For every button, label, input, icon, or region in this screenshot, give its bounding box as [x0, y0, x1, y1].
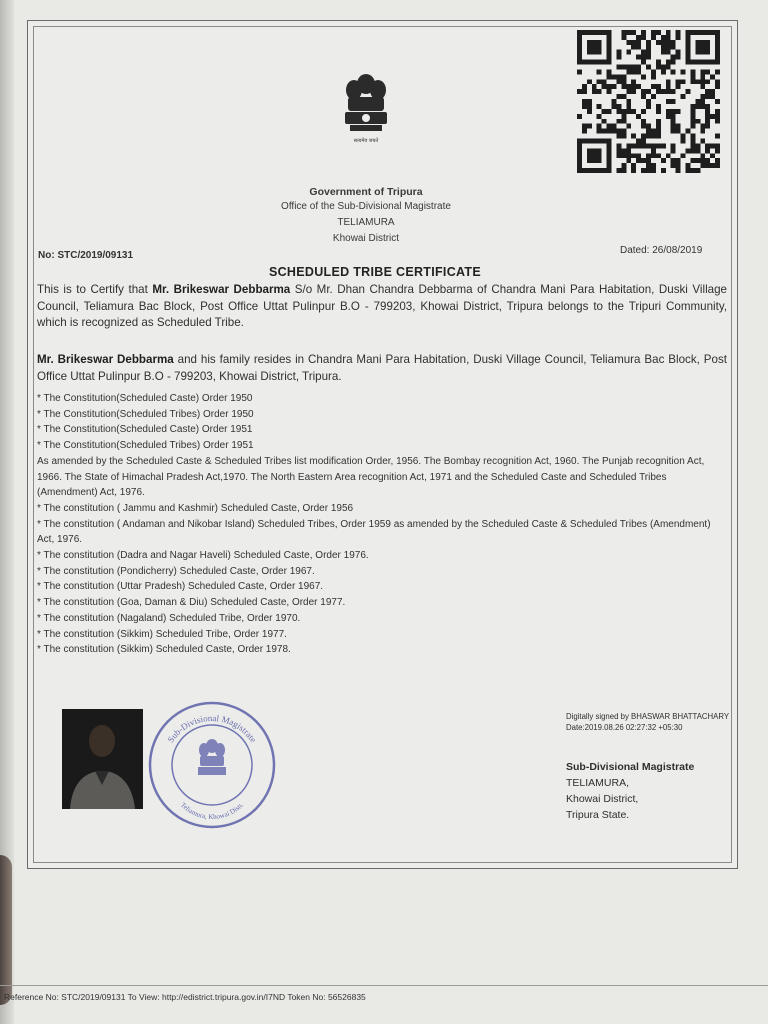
svg-text:Teliamura, Khowai Distt.: [179, 801, 245, 821]
signatory-block: [566, 759, 694, 823]
order-item: * The constitution ( Jammu and Kashmir) Scheduled Caste, Order 1956: [37, 502, 354, 514]
holder-name-2: Mr. Brikeswar Debbarma: [37, 353, 174, 366]
footer-divider: [0, 985, 768, 986]
order-item: * The Constitution(Scheduled Caste) Order 1951: [37, 424, 253, 436]
order-item: * The Constitution(Scheduled Tribes) Order 1950: [37, 408, 254, 420]
signatory-line1: TELIAMURA,: [566, 777, 630, 789]
official-seal-stamp: [143, 698, 280, 832]
seal-bottom-text: Teliamura, Khowai Distt.: [178, 800, 246, 822]
certificate-date: Dated: 26/08/2019: [620, 245, 703, 256]
digital-signature-block: [566, 711, 729, 733]
order-item: * The Constitution(Scheduled Caste) Order 1950: [37, 393, 253, 404]
certificate-title: SCHEDULED TRIBE CERTIFICATE: [268, 265, 482, 279]
digital-signature-date: Date:2019.08.26 02:27:32 +05:30: [566, 723, 683, 732]
certification-paragraph: [37, 282, 727, 332]
government-heading: Government of Tripura: [309, 186, 423, 198]
qr-code: [577, 30, 720, 173]
reference-footer: Reference No: STC/2019/09131 To View: http://edistrict.tripura.gov.in/I7ND Token No: 56526835: [4, 992, 366, 1002]
holder-name: Mr. Brikeswar Debbarma: [152, 283, 291, 296]
order-item: * The constitution ( Andaman and Nikobar Island) Scheduled Tribes, Order 1959 as amended by the Scheduled Caste & Scheduled Tribes (Amendment) Act, 1976.: [37, 518, 711, 546]
holder-photo: [62, 709, 143, 809]
finger-shadow: [0, 855, 12, 1005]
signatory-line2: Khowai District,: [566, 793, 639, 805]
seal-top-text: Sub-Divisional Magistrate: [165, 712, 259, 745]
order-item: * The constitution (Uttar Pradesh) Scheduled Caste, Order 1967.: [37, 581, 324, 593]
orders-list: [37, 391, 729, 658]
office-district: Khowai District: [332, 233, 400, 244]
certificate-number: No: STC/2019/09131: [38, 250, 134, 261]
residence-paragraph: [37, 352, 727, 385]
order-item: * The constitution (Pondicherry) Scheduled Caste, Order 1967.: [37, 565, 315, 577]
order-item: * The constitution (Nagaland) Scheduled Tribe, Order 1970.: [37, 612, 301, 624]
para2-rest: and his family resides in Chandra Mani Para Habitation, Duski Village Council, Teliamura Bac Block, Post Office Uttat Pulinpur B.O - 799203, Khowai District, Tripura.: [37, 353, 727, 383]
signatory-line3: Tripura State.: [566, 809, 630, 821]
para1-rest: S/o Mr. Dhan Chandra Debbarma of Chandra Mani Para Habitation, Duski Village Council, Teliamura Bac Block, Post Office Uttat Pulinpur B.O - 799203, Khowai District, Tripura belongs to the Tripuri Community, which is recognized as Scheduled Tribe.: [37, 283, 727, 329]
order-item: * The constitution (Sikkim) Scheduled Caste, Order 1978.: [37, 644, 291, 656]
order-item: As amended by the Scheduled Caste & Scheduled Tribes list modification Order, 1956. The Bombay recognition Act, 1960. The Punjab recognition Act, 1966. The State of Himachal Pradesh Act,1970. The North Eastern Area recognition Act, 1971 and the Scheduled Caste and Scheduled Tribes (Amendment) Act, 1976.: [37, 455, 705, 499]
order-item: * The constitution (Goa, Daman & Diu) Scheduled Caste, Order 1977.: [37, 597, 346, 609]
order-item: * The constitution (Dadra and Nagar Haveli) Scheduled Caste, Order 1976.: [37, 550, 369, 562]
order-item: * The constitution (Sikkim) Scheduled Tribe, Order 1977.: [37, 628, 287, 640]
emblem-motto: सत्यमेव जयते: [353, 138, 379, 144]
para1-prefix: This is to Certify that: [37, 283, 153, 296]
order-item: * The Constitution(Scheduled Tribes) Order 1951: [37, 440, 254, 452]
digital-signature-line: Digitally signed by BHASWAR BHATTACHARY: [566, 712, 730, 721]
signatory-title: Sub-Divisional Magistrate: [566, 761, 695, 773]
office-location: TELIAMURA: [337, 217, 395, 228]
office-name: Office of the Sub-Divisional Magistrate: [281, 201, 451, 212]
national-emblem-icon: [336, 70, 396, 150]
